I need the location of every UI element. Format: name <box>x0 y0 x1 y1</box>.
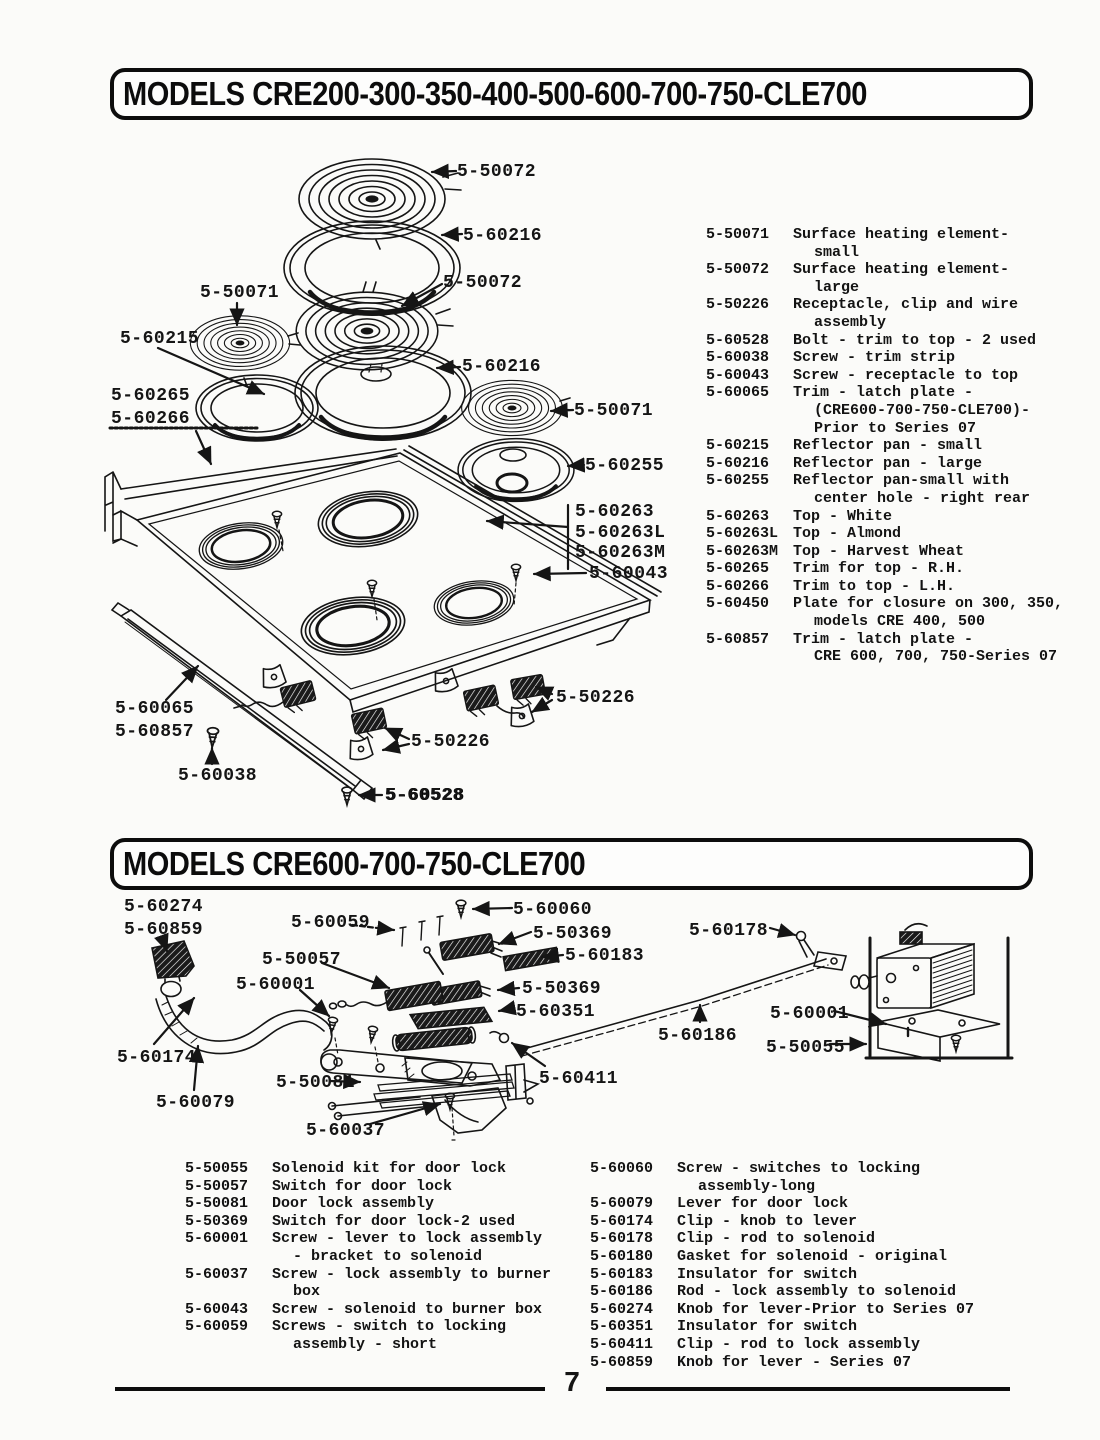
part-number: 5-60043 <box>706 366 770 384</box>
part-number: 5-50071 <box>706 226 770 243</box>
parts-list-row <box>185 1230 587 1265</box>
part-number: 5-50055 <box>185 1160 249 1177</box>
part-number: 5-50369 <box>185 1212 249 1230</box>
parts-list-row <box>185 1301 587 1319</box>
part-callout: 5-60178 <box>689 921 769 941</box>
part-description: Trim for top - R.H. <box>793 560 965 578</box>
part-callout: 5-60263 <box>575 502 655 522</box>
part-description: Trim - latch plate - (CRE600-700-750-CLE700)- Prior to Series 07 <box>793 384 1031 437</box>
page-number: 7 <box>564 1366 580 1397</box>
part-description: Top - White <box>793 507 893 525</box>
part-number: 5-60216 <box>706 454 770 472</box>
part-description: Screws - switch to locking assembly - short <box>272 1318 507 1353</box>
parts-list-row <box>706 560 1066 578</box>
part-callout: 5-60351 <box>516 1002 596 1022</box>
models-header-2-title: MODELS CRE600-700-750-CLE700 <box>123 845 586 882</box>
part-description: Surface heating element- small <box>793 226 1010 261</box>
part-number: 5-60274 <box>590 1300 654 1318</box>
parts-list-row <box>185 1266 587 1301</box>
part-callout: 5-60059 <box>291 913 371 933</box>
part-callout: 5-50071 <box>200 283 280 303</box>
parts-list-row <box>706 472 1066 507</box>
parts-list-bottom-right <box>590 1160 1050 1371</box>
part-callout: 5-60266 <box>111 409 191 429</box>
part-number: 5-60215 <box>706 437 770 455</box>
part-callout: 5-60216 <box>463 226 543 246</box>
part-description: Screw - lever to lock assembly - bracket to solenoid <box>272 1230 543 1265</box>
part-number: 5-60857 <box>706 630 770 648</box>
part-callout: 5-60079 <box>156 1093 236 1113</box>
part-number: 5-60411 <box>590 1335 654 1353</box>
part-number: 5-60059 <box>185 1318 249 1336</box>
part-description: Reflector pan - small <box>793 437 983 455</box>
part-description: Door lock assembly <box>272 1195 435 1213</box>
parts-list-row <box>590 1195 1050 1213</box>
part-callout: 5-60038 <box>178 766 258 786</box>
parts-list-row <box>590 1318 1050 1336</box>
part-number: 5-50057 <box>185 1177 249 1195</box>
part-number: 5-60065 <box>706 384 770 402</box>
parts-list-row <box>590 1301 1050 1319</box>
part-callout: 5-60060 <box>513 900 593 920</box>
part-number: 5-60001 <box>185 1230 249 1248</box>
part-number: 5-60038 <box>706 349 770 367</box>
parts-list-row <box>590 1354 1050 1372</box>
part-description: Reflector pan - large <box>793 454 983 472</box>
part-callout: 5-50057 <box>262 950 342 970</box>
part-number: 5-60263L <box>706 525 779 543</box>
part-callout: 5-60255 <box>585 456 665 476</box>
part-description: Knob for lever - Series 07 <box>677 1353 912 1371</box>
part-description: Screw - trim strip <box>793 349 956 367</box>
parts-list-row <box>590 1230 1050 1248</box>
parts-list-row <box>590 1266 1050 1284</box>
part-callout: 5-50369 <box>522 979 602 999</box>
part-number: 5-60043 <box>185 1300 249 1318</box>
parts-list-row <box>185 1195 587 1213</box>
part-callout: 5-60274 <box>124 897 204 917</box>
cooktop-main-top <box>105 446 661 712</box>
part-number: 5-60037 <box>185 1265 249 1283</box>
part-description: Reflector pan-small with center hole - right rear <box>793 472 1031 507</box>
part-description: Bolt - trim to top - 2 used <box>793 331 1037 349</box>
part-description: Clip - knob to lever <box>677 1212 858 1230</box>
parts-list-row <box>706 349 1066 367</box>
part-number: 5-60450 <box>706 595 770 613</box>
part-callout: 5-60001 <box>236 975 316 995</box>
parts-list-bottom-left <box>185 1160 587 1354</box>
parts-list-row <box>706 332 1066 350</box>
part-description: Top - Almond <box>793 525 902 543</box>
parts-list-row <box>706 631 1066 666</box>
parts-list-row <box>590 1160 1050 1195</box>
part-number: 5-60266 <box>706 577 770 595</box>
parts-list-row <box>185 1160 587 1178</box>
parts-list-top <box>706 226 1066 666</box>
part-number: 5-60060 <box>590 1160 654 1177</box>
part-number: 5-60351 <box>590 1318 654 1336</box>
parts-list-row <box>706 226 1066 261</box>
parts-list-row <box>185 1178 587 1196</box>
part-callout: 5-60001 <box>770 1004 850 1024</box>
part-callout: 5-60263L <box>575 523 666 543</box>
part-description: Trim - latch plate - CRE 600, 700, 750-Series 07 <box>793 630 1058 666</box>
part-callout: 5-50055 <box>766 1038 846 1058</box>
parts-list-row <box>185 1213 587 1231</box>
parts-list-row <box>590 1336 1050 1354</box>
part-description: Trim to top - L.H. <box>793 577 956 595</box>
parts-list-row <box>706 543 1066 561</box>
part-description: Knob for lever-Prior to Series 07 <box>677 1300 975 1318</box>
receptacle-assemblies <box>234 664 547 761</box>
part-number: 5-60263M <box>706 542 779 560</box>
part-number: 5-50072 <box>706 261 770 279</box>
parts-list-row <box>706 384 1066 437</box>
part-description: Switch for door lock-2 used <box>272 1212 516 1230</box>
parts-list-row <box>590 1213 1050 1231</box>
part-description: Screw - lock assembly to burner box <box>272 1265 552 1301</box>
part-callout: 5-60174 <box>117 1048 197 1068</box>
part-callout: 5-60037 <box>306 1121 386 1141</box>
part-callout: 5-60528 <box>385 786 465 806</box>
part-description: Screw - receptacle to top <box>793 366 1019 384</box>
part-number: 5-50081 <box>185 1195 249 1213</box>
part-number: 5-60265 <box>706 560 770 578</box>
parts-list-row <box>706 595 1066 630</box>
part-callout: 5-50081 <box>276 1073 356 1093</box>
part-description: Insulator for switch <box>677 1265 858 1283</box>
part-description: Switch for door lock <box>272 1177 453 1195</box>
part-number: 5-50226 <box>706 296 770 314</box>
part-number: 5-60178 <box>590 1230 654 1248</box>
part-description: Screw - solenoid to burner box <box>272 1300 543 1318</box>
part-callout: 5-60859 <box>124 920 204 940</box>
part-number: 5-60263 <box>706 507 770 525</box>
parts-list-row <box>590 1248 1050 1266</box>
parts-list-row <box>706 296 1066 331</box>
part-description: Rod - lock assembly to solenoid <box>677 1283 957 1301</box>
parts-list-row <box>706 367 1066 385</box>
part-number: 5-60174 <box>590 1212 654 1230</box>
part-description: Lever for door lock <box>677 1195 849 1213</box>
part-description: Plate for closure on 300, 350, models CRE 400, 500 <box>793 595 1064 631</box>
part-callout: 5-50369 <box>533 924 613 944</box>
part-callout: 5-50072 <box>443 273 523 293</box>
part-description: Surface heating element- large <box>793 261 1010 296</box>
solenoid-kit <box>851 924 1012 1061</box>
part-description: Screw - switches to locking assembly-long <box>677 1160 921 1195</box>
parts-list-row <box>706 578 1066 596</box>
part-callout: 5-60857 <box>115 722 195 742</box>
models-header-1-title: MODELS CRE200-300-350-400-500-600-700-750-CLE700 <box>123 75 868 112</box>
parts-list-row <box>706 508 1066 526</box>
part-description: Top - Harvest Wheat <box>793 542 965 560</box>
part-callout: 5-50071 <box>574 401 654 421</box>
part-description: Insulator for switch <box>677 1318 858 1336</box>
part-description: Solenoid kit for door lock <box>272 1160 507 1177</box>
parts-list-row <box>706 455 1066 473</box>
part-callout: 5-60263M <box>575 543 666 563</box>
part-callout: 5-60216 <box>462 357 542 377</box>
part-callout: 5-60043 <box>589 564 669 584</box>
part-number: 5-60255 <box>706 472 770 490</box>
part-description: Gasket for solenoid - original <box>677 1247 948 1265</box>
part-callout: 5-50072 <box>457 162 537 182</box>
part-number: 5-60859 <box>590 1353 654 1371</box>
part-callout: 5-60186 <box>658 1026 738 1046</box>
part-description: Clip - rod to solenoid <box>677 1230 876 1248</box>
part-number: 5-60183 <box>590 1265 654 1283</box>
part-number: 5-60186 <box>590 1283 654 1301</box>
part-callout: 5-50226 <box>556 688 636 708</box>
part-callout: 5-50226 <box>411 732 491 752</box>
part-number: 5-60079 <box>590 1195 654 1213</box>
part-description: Receptacle, clip and wire assembly <box>793 296 1019 331</box>
part-number: 5-60528 <box>706 331 770 349</box>
parts-list-row <box>706 261 1066 296</box>
part-callout: 5-60265 <box>111 386 191 406</box>
part-callout: 5-60215 <box>120 329 200 349</box>
parts-list-row <box>185 1318 587 1353</box>
part-callout: 5-60183 <box>565 946 645 966</box>
parts-list-row <box>590 1283 1050 1301</box>
parts-list-row <box>706 525 1066 543</box>
part-callout: 5-60411 <box>539 1069 619 1089</box>
parts-list-row <box>706 437 1066 455</box>
part-description: Clip - rod to lock assembly <box>677 1335 921 1353</box>
part-number: 5-60180 <box>590 1247 654 1265</box>
part-callout: 5-60065 <box>115 699 195 719</box>
